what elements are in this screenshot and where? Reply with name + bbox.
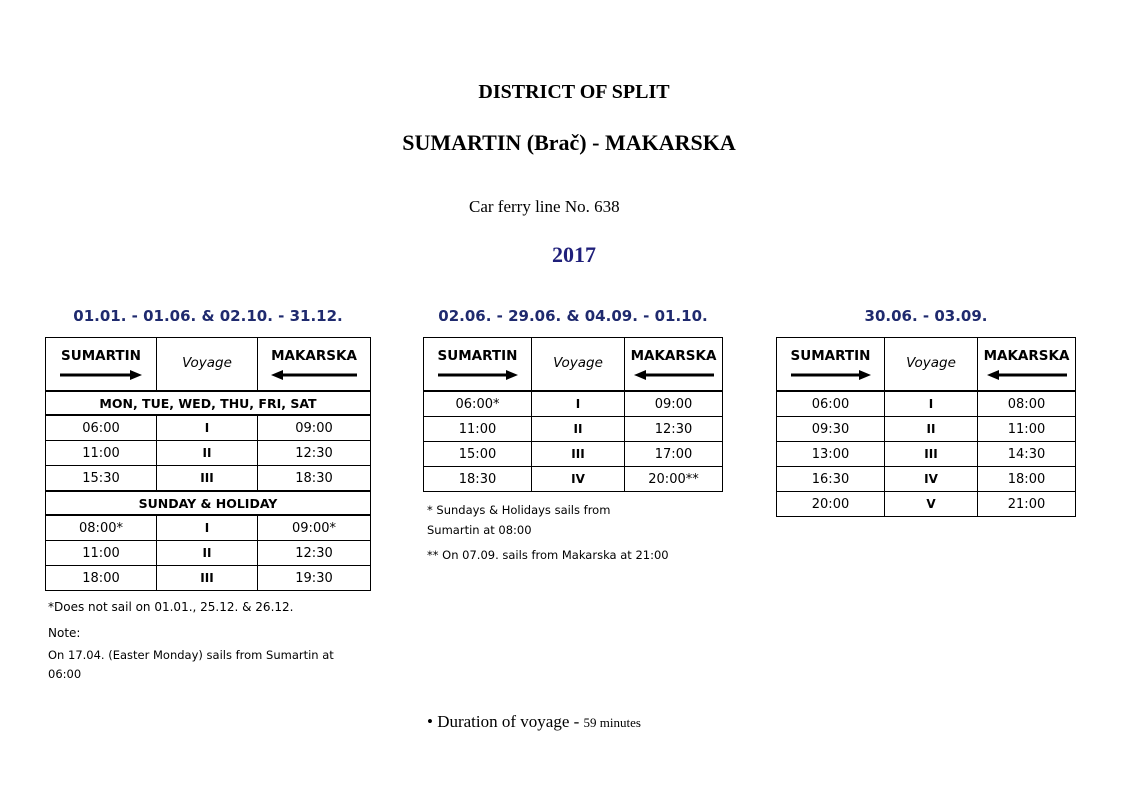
table-row: 20:00 V 21:00 xyxy=(777,492,1076,517)
table-header xyxy=(777,338,1076,392)
note-makarska: ** On 07.09. sails from Makarska at 21:00 xyxy=(427,548,669,562)
arrow-right-icon xyxy=(60,370,142,380)
district-title: DISTRICT OF SPLIT xyxy=(478,81,670,103)
arrow-right-icon xyxy=(438,370,518,380)
header-from: SUMARTIN xyxy=(424,338,532,392)
table-header xyxy=(424,338,723,392)
header-to: MAKARSKA xyxy=(978,338,1076,392)
table-row: 13:00 III 14:30 xyxy=(777,442,1076,467)
arrow-left-icon xyxy=(987,370,1067,380)
table-row: 08:00* I 09:00* xyxy=(46,515,371,541)
table-row: 11:00 II 12:30 xyxy=(46,441,371,466)
table-row: 18:30 IV 20:00** xyxy=(424,467,723,492)
timetable-2 xyxy=(423,337,723,492)
duration-note xyxy=(427,712,641,732)
timetable-3 xyxy=(776,337,1076,517)
table-row: 06:00 I 09:00 xyxy=(46,415,371,441)
arrow-left-icon xyxy=(271,370,357,380)
timetable-1 xyxy=(45,337,371,591)
table-row: 16:30 IV 18:00 xyxy=(777,467,1076,492)
table-row: 11:00 II 12:30 xyxy=(46,541,371,566)
note-1: *Does not sail on 01.01., 25.12. & 26.12. xyxy=(48,600,294,614)
period-1: 01.01. - 01.06. & 02.10. - 31.12. xyxy=(73,307,343,325)
table-row: 06:00 I 08:00 xyxy=(777,391,1076,417)
header-voyage: Voyage xyxy=(885,338,978,392)
table-row: 09:30 II 11:00 xyxy=(777,417,1076,442)
table-row: 18:00 III 19:30 xyxy=(46,566,371,591)
table-row: 06:00* I 09:00 xyxy=(424,391,723,417)
header-voyage: Voyage xyxy=(532,338,625,392)
header-from: SUMARTIN xyxy=(46,338,157,392)
note-2: On 17.04. (Easter Monday) sails from Sumartin at 06:00 xyxy=(48,648,334,681)
header-voyage: Voyage xyxy=(157,338,258,392)
note-sundays: * Sundays & Holidays sails from Sumartin at 08:00 xyxy=(427,503,611,537)
year: 2017 xyxy=(552,242,596,267)
table-row: 15:00 III 17:00 xyxy=(424,442,723,467)
table-row: 15:30 III 18:30 xyxy=(46,466,371,492)
table-header xyxy=(46,338,371,392)
section-weekdays: MON, TUE, WED, THU, FRI, SAT xyxy=(46,391,371,415)
line-number: Car ferry line No. 638 xyxy=(469,197,620,216)
table-row: 11:00 II 12:30 xyxy=(424,417,723,442)
header-to: MAKARSKA xyxy=(258,338,371,392)
route-title: SUMARTIN (Brač) - MAKARSKA xyxy=(402,130,736,155)
arrow-left-icon xyxy=(634,370,714,380)
period-3: 30.06. - 03.09. xyxy=(864,307,988,325)
header-from: SUMARTIN xyxy=(777,338,885,392)
section-sunday: SUNDAY & HOLIDAY xyxy=(46,491,371,515)
header-to: MAKARSKA xyxy=(625,338,723,392)
duration-value: 59 minutes xyxy=(583,715,641,730)
bullet: • xyxy=(427,712,433,731)
period-2: 02.06. - 29.06. & 04.09. - 01.10. xyxy=(438,307,708,325)
arrow-right-icon xyxy=(791,370,871,380)
note-label: Note: xyxy=(48,626,81,640)
duration-label: Duration of voyage - xyxy=(437,712,580,731)
